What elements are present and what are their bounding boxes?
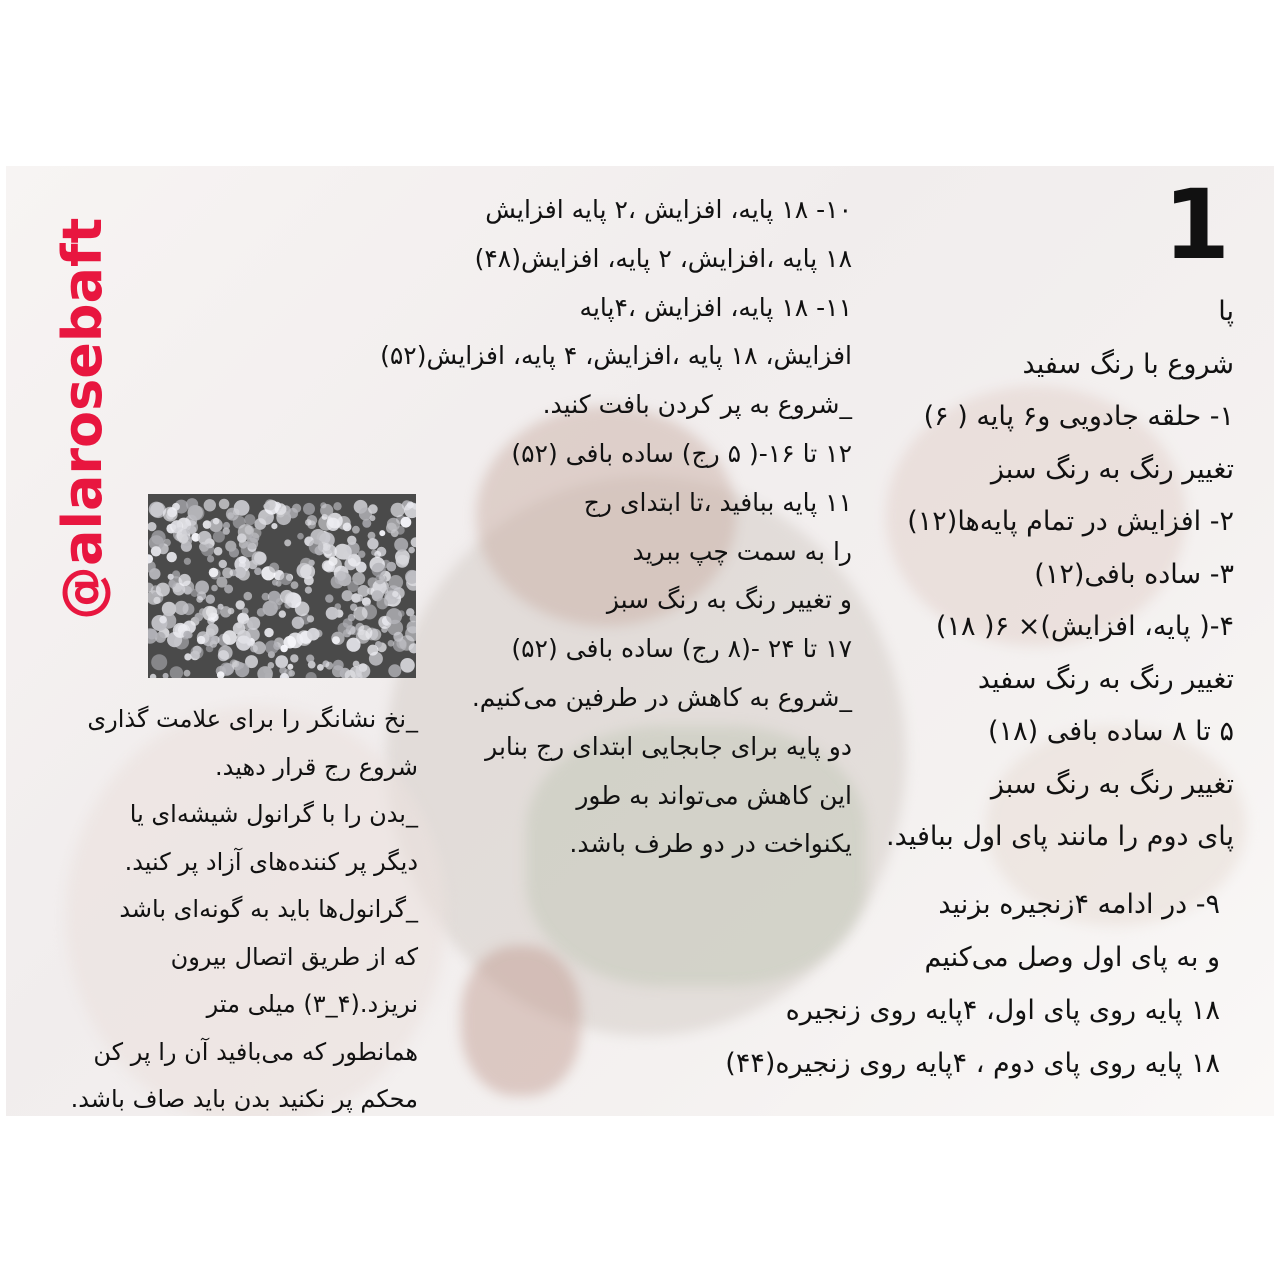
brand-handle: @alarosebaft bbox=[51, 217, 114, 620]
glass-bead bbox=[190, 506, 205, 521]
left-instructions bbox=[38, 696, 418, 1124]
instruction-line: ۱۸ پایه روی پای دوم ، ۴پایه روی زنجیره(۴۴) bbox=[725, 1048, 1220, 1079]
glass-bead bbox=[307, 628, 320, 641]
glass-bead bbox=[266, 516, 274, 524]
bottom-instructions bbox=[660, 878, 1220, 1090]
glass-bead bbox=[262, 593, 270, 601]
glass-bead bbox=[168, 574, 174, 580]
instruction-line: ۵ تا ۸ ساده بافی (۱۸) bbox=[988, 716, 1234, 747]
instruction-line: نریزد.(۴_۳) میلی متر bbox=[206, 990, 418, 1018]
glass-bead bbox=[308, 560, 314, 566]
glass-bead bbox=[184, 558, 191, 565]
glass-bead bbox=[284, 539, 291, 546]
instruction-line: دیگر پر کننده‌های آزاد پر کنید. bbox=[124, 847, 418, 876]
instruction-line: شروع رج قرار دهید. bbox=[214, 752, 418, 781]
glass-bead bbox=[326, 607, 339, 620]
instruction-line: ۱- حلقه جادویی و۶ پایه ( ۶) bbox=[923, 401, 1234, 432]
instruction-line: ۱۱ پایه ببافید ،تا ابتدای رج bbox=[583, 487, 852, 517]
glass-bead bbox=[307, 515, 317, 525]
glass-bead bbox=[292, 617, 304, 629]
glass-bead bbox=[295, 602, 310, 617]
glass-bead bbox=[279, 667, 287, 675]
instruction-line: این کاهش می‌تواند به طور bbox=[576, 780, 852, 810]
glass-bead bbox=[356, 664, 371, 678]
glass-bead bbox=[196, 596, 203, 603]
glass-bead bbox=[156, 583, 170, 597]
glass-bead bbox=[290, 654, 298, 662]
instruction-line: را به سمت چپ ببرید bbox=[632, 536, 852, 566]
glass-bead bbox=[358, 629, 364, 635]
glass-bead bbox=[213, 531, 225, 543]
instruction-line: پای دوم را مانند پای اول ببافید. bbox=[886, 821, 1234, 852]
instruction-line: _نخ نشانگر را برای علامت گذاری bbox=[87, 705, 418, 733]
right-instructions bbox=[814, 286, 1234, 864]
middle-instructions bbox=[372, 186, 852, 869]
glass-bead bbox=[184, 670, 191, 677]
glass-bead bbox=[336, 571, 346, 581]
glass-bead bbox=[219, 499, 230, 510]
instruction-line: افزایش، ۱۸ پایه ،افزایش، ۴ پایه، افزایش(۵۲) bbox=[380, 341, 852, 371]
instruction-line: _شروع به کاهش در طرفین می‌کنیم. bbox=[471, 682, 852, 712]
glass-bead bbox=[328, 557, 337, 566]
glass-bead bbox=[265, 499, 276, 510]
instruction-line: ۱۷ تا ۲۴ -(۸ رج) ساده بافی (۵۲) bbox=[511, 634, 852, 664]
glass-bead bbox=[265, 640, 279, 654]
glass-bead bbox=[195, 613, 204, 622]
instruction-line: ۲- افزایش در تمام پایه‌ها(۱۲) bbox=[907, 506, 1234, 537]
glass-bead bbox=[191, 646, 204, 659]
glass-bead bbox=[284, 636, 297, 649]
glass-bead bbox=[272, 579, 278, 585]
glass-bead bbox=[288, 508, 299, 519]
glass-bead bbox=[358, 551, 365, 558]
glass-bead bbox=[216, 577, 227, 588]
glass-bead bbox=[244, 514, 255, 525]
glass-bead bbox=[347, 542, 360, 555]
glass-bead bbox=[248, 560, 257, 569]
glass-bead bbox=[352, 526, 360, 534]
glass-bead bbox=[209, 568, 219, 578]
glass-bead bbox=[168, 580, 176, 588]
glass-bead bbox=[209, 518, 223, 532]
glass-bead bbox=[291, 581, 299, 589]
glass-bead bbox=[167, 552, 177, 562]
instruction-line: محکم پر نکنید بدن باید صاف باشد. bbox=[70, 1085, 418, 1113]
glass-bead bbox=[197, 636, 205, 644]
glass-bead bbox=[306, 655, 314, 663]
glass-bead bbox=[151, 654, 167, 670]
glass-bead bbox=[156, 632, 165, 641]
instruction-line: ۱۰- ۱۸ پایه، افزایش ،۲ پایه افزایش bbox=[485, 195, 852, 224]
glass-bead bbox=[279, 610, 286, 617]
glass-bead bbox=[251, 528, 261, 538]
glass-bead bbox=[275, 655, 288, 668]
glass-bead bbox=[280, 590, 294, 604]
glass-bead bbox=[263, 601, 278, 616]
glass-bead bbox=[303, 503, 315, 515]
glass-bead bbox=[300, 564, 315, 579]
glass-bead bbox=[326, 662, 334, 670]
glass-bead bbox=[271, 523, 277, 529]
instruction-line: تغییر رنگ به رنگ سفید bbox=[977, 663, 1234, 695]
instruction-line: ۱۸ پایه روی پای اول، ۴پایه روی زنجیره bbox=[785, 995, 1220, 1026]
glass-bead bbox=[183, 631, 191, 639]
glass-bead bbox=[254, 568, 262, 576]
glass-bead bbox=[287, 664, 293, 670]
instruction-line: یکنواخت در دو طرف باشد. bbox=[569, 829, 852, 859]
glass-bead bbox=[222, 568, 233, 579]
glass-bead bbox=[244, 592, 253, 601]
glass-bead bbox=[179, 574, 191, 586]
glass-bead bbox=[173, 527, 187, 541]
instruction-line: ۹- در ادامه ۴زنجیره بزنید bbox=[938, 889, 1220, 920]
glass-bead bbox=[353, 607, 367, 621]
glass-bead bbox=[220, 606, 231, 617]
glass-bead bbox=[323, 543, 331, 551]
instruction-line: ۱۱- ۱۸ پایه، افزایش ،۴پایه bbox=[579, 292, 852, 322]
glass-bead bbox=[149, 568, 160, 579]
glass-bead bbox=[236, 636, 251, 651]
instruction-line: و تغییر رنگ به رنگ سبز bbox=[606, 585, 852, 615]
glass-bead bbox=[320, 504, 333, 517]
instruction-line: پا bbox=[1218, 296, 1234, 327]
glass-bead bbox=[234, 500, 250, 516]
glass-bead bbox=[264, 628, 273, 637]
glass-bead bbox=[309, 539, 324, 554]
glass-bead bbox=[269, 563, 279, 573]
glass-bead bbox=[201, 543, 214, 556]
glass-bead bbox=[153, 597, 160, 604]
glass-bead bbox=[174, 601, 188, 615]
glass-bead bbox=[305, 587, 312, 594]
glass-bead bbox=[253, 641, 266, 654]
glass-bead bbox=[207, 555, 214, 562]
glass-bead bbox=[211, 585, 218, 592]
step-number: 1 bbox=[1163, 169, 1230, 281]
glass-bead bbox=[233, 622, 245, 634]
glass-bead bbox=[210, 640, 217, 647]
glass-bead bbox=[232, 660, 239, 667]
glass-bead bbox=[297, 533, 304, 540]
glass-bead bbox=[307, 615, 314, 622]
glass-bead bbox=[229, 547, 239, 557]
brand-logo bbox=[48, 200, 118, 620]
glass-bead bbox=[206, 606, 217, 617]
glass-bead bbox=[325, 594, 333, 602]
glass-bead bbox=[151, 546, 161, 556]
glass-bead bbox=[198, 531, 212, 545]
instruction-line: ۴-( پایه، افزایش)× ۶( ۱۸) bbox=[935, 611, 1234, 642]
instruction-line: و به پای اول وصل می‌کنیم bbox=[924, 942, 1220, 973]
glass-bead bbox=[218, 646, 232, 660]
instruction-line: _بدن را با گرانول شیشه‌ای یا bbox=[129, 800, 418, 828]
instruction-line: ۱۸ پایه ،افزایش، ۲ پایه، افزایش(۴۸) bbox=[474, 243, 852, 273]
glass-bead bbox=[317, 664, 324, 671]
instruction-line: که از طریق اتصال بیرون bbox=[170, 942, 418, 971]
instruction-line: تغییر رنگ به رنگ سبز bbox=[990, 453, 1234, 485]
background-blur bbox=[461, 946, 581, 1096]
glass-bead bbox=[214, 547, 223, 556]
glass-bead bbox=[163, 507, 178, 522]
glass-bead bbox=[219, 560, 227, 568]
instruction-line: ۳- ساده بافی(۱۲) bbox=[1034, 558, 1234, 590]
glass-bead bbox=[191, 589, 199, 597]
glass-bead bbox=[332, 636, 340, 644]
glass-bead bbox=[351, 593, 360, 602]
glass-bead bbox=[346, 638, 360, 652]
glass-bead bbox=[204, 499, 216, 511]
instruction-line: _شروع به پر کردن بافت کنید. bbox=[542, 390, 852, 420]
instruction-line: همانطور که می‌بافید آن را پر کن bbox=[93, 1037, 418, 1066]
glass-bead bbox=[280, 573, 292, 585]
instruction-line: ۱۲ تا ۱۶-( ۵ رج) ساده بافی (۵۲) bbox=[511, 438, 852, 468]
glass-bead bbox=[186, 526, 195, 535]
instruction-line: _گرانول‌ها باید به گونه‌ای باشد bbox=[119, 895, 418, 923]
instruction-line: شروع با رنگ سفید bbox=[1022, 348, 1234, 380]
glass-bead bbox=[338, 623, 350, 635]
glass-bead bbox=[206, 595, 215, 604]
glass-bead bbox=[333, 502, 341, 510]
instruction-line: تغییر رنگ به رنگ سبز bbox=[990, 768, 1234, 800]
glass-bead bbox=[151, 530, 165, 544]
glass-bead bbox=[288, 670, 295, 677]
instruction-line: دو پایه برای جابجایی ابتدای رج بنابر bbox=[485, 731, 852, 761]
glass-bead bbox=[246, 538, 258, 550]
glass-bead bbox=[159, 616, 167, 624]
glass-bead bbox=[242, 608, 249, 615]
